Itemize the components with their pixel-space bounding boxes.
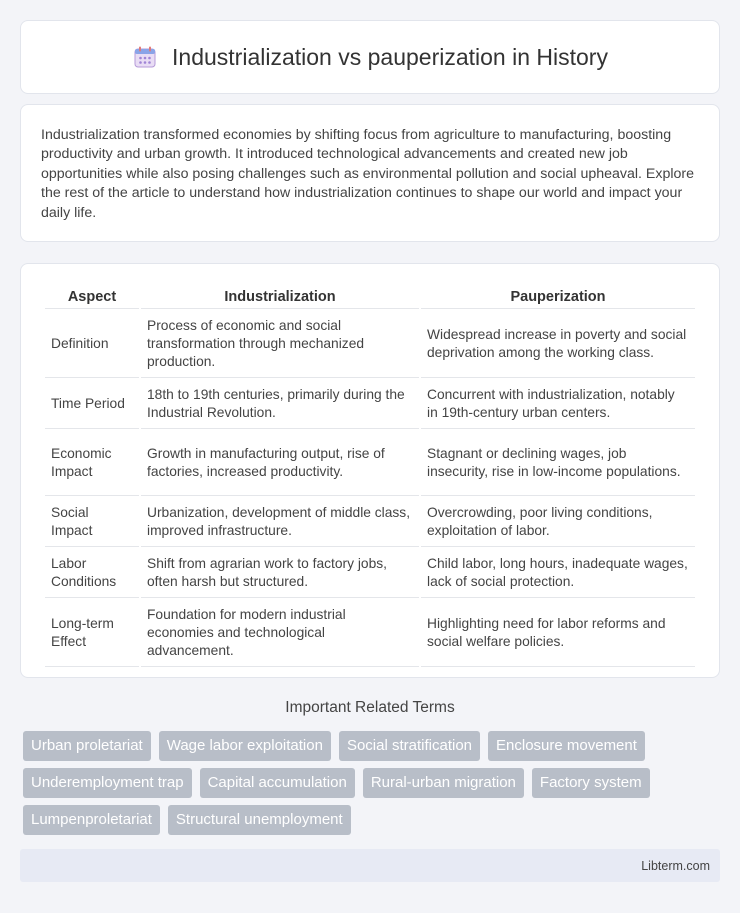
tag-social-stratification[interactable]: Social stratification — [339, 731, 480, 761]
header-card — [20, 20, 720, 94]
page-title: Industrialization vs pauperization in History — [172, 43, 608, 70]
table-row — [45, 311, 695, 378]
row-aspect: Definition — [45, 311, 139, 378]
related-terms-title: Important Related Terms — [285, 699, 455, 716]
row-aspect: Labor Conditions — [45, 549, 139, 598]
tag-factory-system[interactable]: Factory system — [532, 768, 650, 798]
row-industrialization: Process of economic and social transformation through mechanized production. — [141, 311, 419, 378]
row-aspect: Time Period — [45, 380, 139, 429]
tag-urban-proletariat[interactable]: Urban proletariat — [23, 731, 151, 761]
header-industrialization: Industrialization — [141, 285, 419, 309]
row-industrialization: 18th to 19th centuries, primarily during the Industrial Revolution. — [141, 380, 419, 429]
intro-card — [20, 104, 720, 242]
row-industrialization: Foundation for modern industrial economies and technological advancement. — [141, 600, 419, 667]
row-aspect: Economic Impact — [45, 431, 139, 496]
tag-wage-labor-exploitation[interactable]: Wage labor exploitation — [159, 731, 331, 761]
row-pauperization: Child labor, long hours, inadequate wages, lack of social protection. — [421, 549, 695, 598]
footer-site-link[interactable]: Libterm.com — [641, 858, 710, 873]
tag-rural-urban-migration[interactable]: Rural-urban migration — [363, 768, 524, 798]
row-aspect: Social Impact — [45, 498, 139, 547]
intro-text: Industrialization transformed economies by shifting focus from agriculture to manufacturing, boosting productivity and urban growth. It introduced technological advancements and created new job opportunities while also posing challenges such as environmental pollution and social upheaval. Explore the rest of the article to understand how industrialization continues to shape our world and impact your daily life. — [41, 127, 695, 221]
header-pauperization: Pauperization — [421, 285, 695, 309]
row-industrialization: Urbanization, development of middle class, improved infrastructure. — [141, 498, 419, 547]
tag-enclosure-movement[interactable]: Enclosure movement — [488, 731, 645, 761]
table-row — [45, 380, 695, 429]
table-row — [45, 600, 695, 667]
table-row — [45, 498, 695, 547]
tag-capital-accumulation[interactable]: Capital accumulation — [200, 768, 355, 798]
row-pauperization: Concurrent with industrialization, notably in 19th-century urban centers. — [421, 380, 695, 429]
table-row — [45, 431, 695, 496]
tag-underemployment-trap[interactable]: Underemployment trap — [23, 768, 192, 798]
table-header-row — [45, 285, 695, 309]
tag-lumpenproletariat[interactable]: Lumpenproletariat — [23, 805, 160, 835]
comparison-table — [43, 283, 697, 669]
row-industrialization: Shift from agrarian work to factory jobs, often harsh but structured. — [141, 549, 419, 598]
row-pauperization: Widespread increase in poverty and social deprivation among the working class. — [421, 311, 695, 378]
header-aspect: Aspect — [45, 285, 139, 309]
row-pauperization: Stagnant or declining wages, job insecurity, rise in low-income populations. — [421, 431, 695, 496]
row-pauperization: Highlighting need for labor reforms and social welfare policies. — [421, 600, 695, 667]
footer — [20, 849, 720, 882]
table-row — [45, 549, 695, 598]
tag-structural-unemployment[interactable]: Structural unemployment — [168, 805, 351, 835]
row-pauperization: Overcrowding, poor living conditions, exploitation of labor. — [421, 498, 695, 547]
related-terms-tags — [23, 731, 723, 835]
comparison-table-card — [20, 263, 720, 678]
row-industrialization: Growth in manufacturing output, rise of factories, increased productivity. — [141, 431, 419, 496]
row-aspect: Long-term Effect — [45, 600, 139, 667]
calendar-icon — [132, 44, 158, 70]
